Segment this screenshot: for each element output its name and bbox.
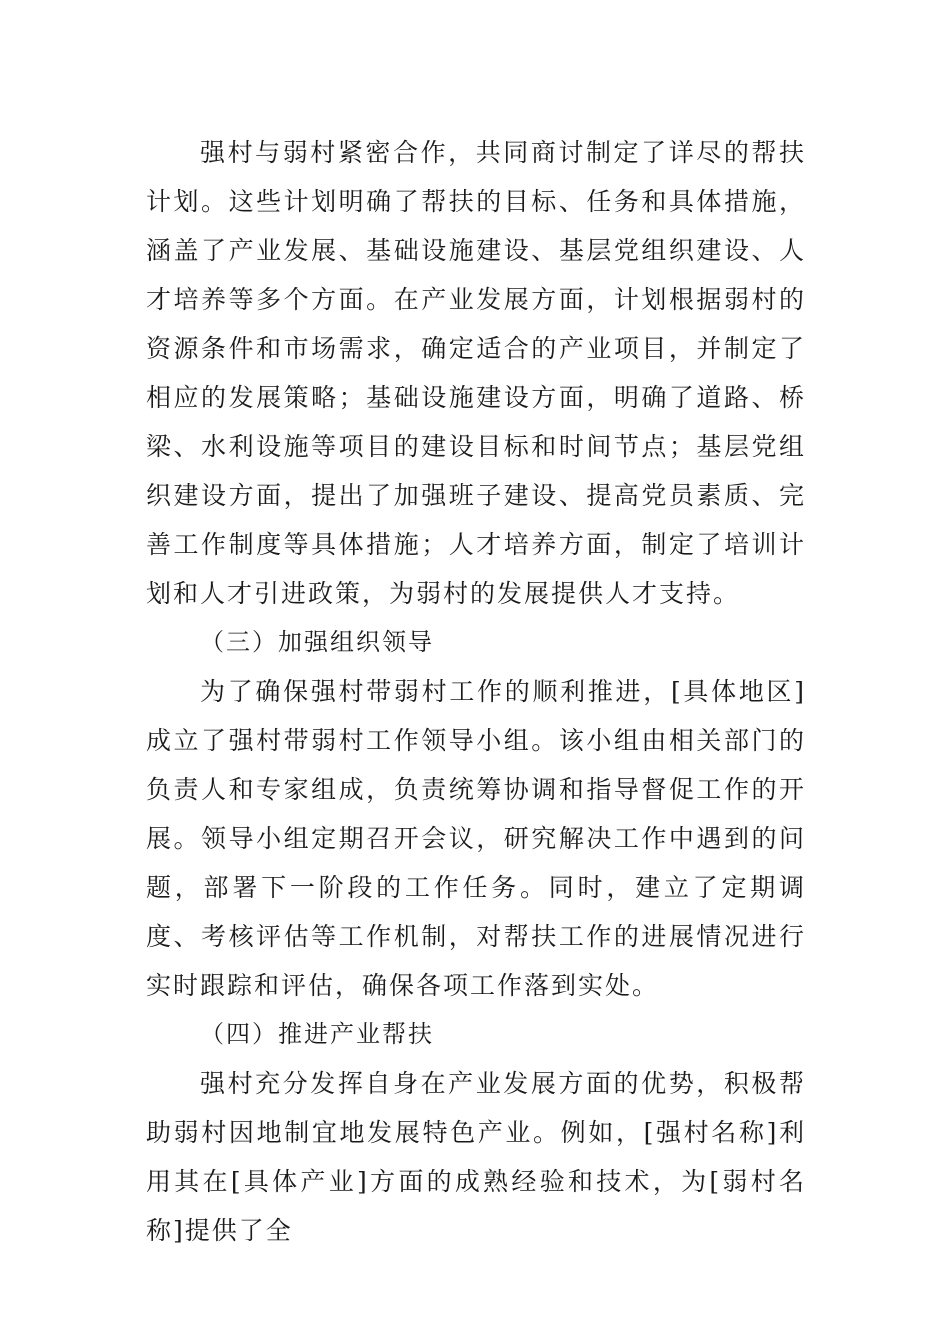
- section-heading-industry: （四）推进产业帮扶: [200, 1020, 434, 1048]
- section-heading-organization: （三）加强组织领导: [200, 628, 434, 656]
- paragraph-leadership: 为了确保强村带弱村工作的顺利推进，[具体地区]成立了强村带弱村工作领导小组。该小组由相关部门的负责人和专家组成，负责统筹协调和指导督促工作的开展。领导小组定期召开会议，研究解决工作中遇到的问题，部署下一阶段的工作任务。同时，建立了定期调度、考核评估等工作机制，对帮扶工作的进展情况进行实时跟踪和评估，确保各项工作落到实处。: [146, 677, 806, 1000]
- paragraph-industry: 强村充分发挥自身在产业发展方面的优势，积极帮助弱村因地制宜地发展特色产业。例如，[强村名称]利用其在[具体产业]方面的成熟经验和技术，为[弱村名称]提供了全: [146, 1069, 806, 1245]
- document-body: [146, 128, 806, 1255]
- paragraph-plan: 强村与弱村紧密合作，共同商讨制定了详尽的帮扶计划。这些计划明确了帮扶的目标、任务和具体措施，涵盖了产业发展、基础设施建设、基层党组织建设、人才培养等多个方面。在产业发展方面，计划根据弱村的资源条件和市场需求，确定适合的产业项目，并制定了相应的发展策略；基础设施建设方面，明确了道路、桥梁、水利设施等项目的建设目标和时间节点；基层党组织建设方面，提出了加强班子建设、提高党员素质、完善工作制度等具体措施；人才培养方面，制定了培训计划和人才引进政策，为弱村的发展提供人才支持。: [146, 138, 806, 608]
